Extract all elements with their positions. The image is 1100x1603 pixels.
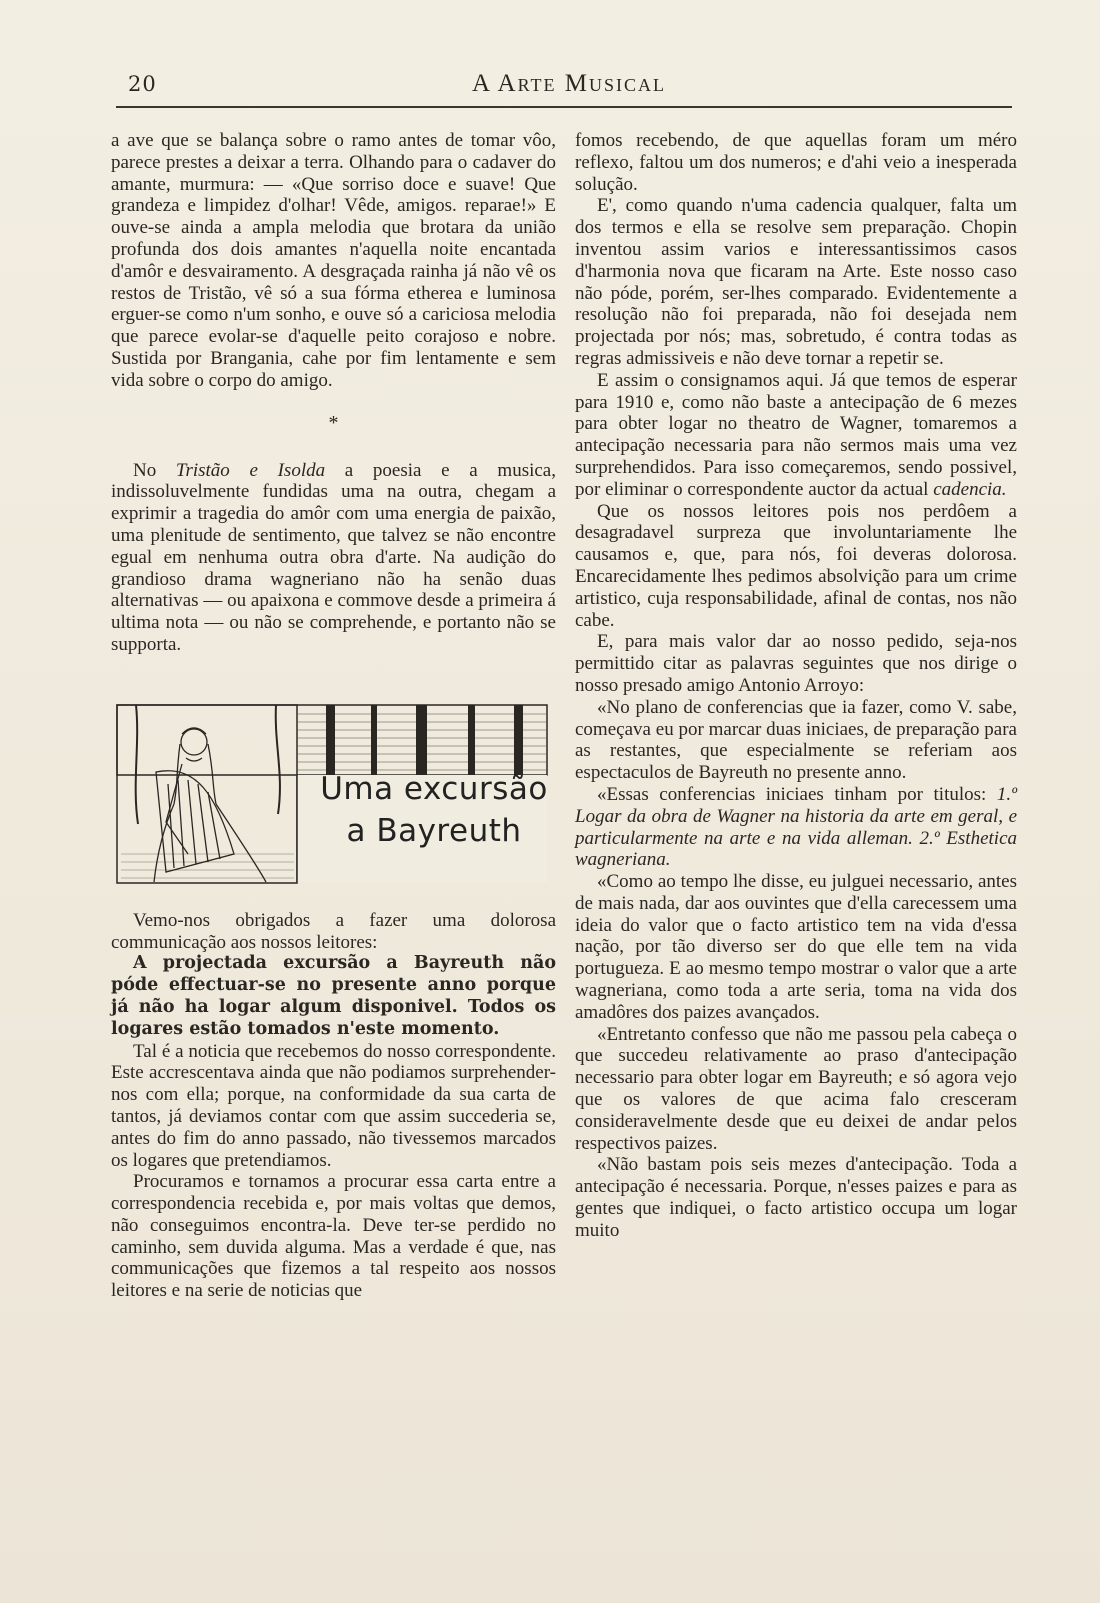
paragraph: Vemo-nos obrigados a fazer uma dolorosa communicação aos nossos leitores:	[111, 909, 556, 953]
paragraph: «Não bastam pois seis mezes d'antecipação. Toda a antecipação é necessaria. Porque, n'esses paizes e para as gentes que indiquei, o facto artistico occupa um logar muito	[575, 1154, 1017, 1241]
text-run: a poesia e a musica, indissoluvelmente fundidas uma na outra, chegam a exprimir a tragedia do amôr com uma energia de paixão, uma plenitude de sentimento, que talvez se não encontre egual em nenhuma outra obra d'arte. Na audição do grandioso drama wagneriano não ha senão duas alternativas — ou apaixona e commove desde a primeira á ultima nota — ou não se comprehende, e portanto não se supporta.	[111, 459, 556, 655]
text-run: E assim o consignamos aqui. Já que temos de esperar para 1910 e, como não baste a antecipação de 6 mezes para obter logar no theatro de Wagner, tomaremos a antecipação necessaria para não sermos mais uma vez surprehendidos. Para isso começaremos, sendo possivel, por eliminar o correspondente auctor da actual	[575, 369, 1017, 500]
paragraph	[575, 370, 1017, 501]
page-number: 20	[128, 72, 157, 96]
work-title: Tristão e Isolda	[175, 459, 326, 481]
header-rule	[116, 106, 1012, 108]
article-title	[314, 768, 554, 852]
running-head	[128, 68, 1010, 102]
text-run: No	[133, 459, 176, 481]
article-title-line: Uma excursão	[320, 770, 548, 807]
left-column	[111, 130, 556, 1302]
journal-title: A Arte Musical	[472, 70, 666, 97]
lecture-titles: 1.º Logar da obra de Wagner na historia da arte em geral, e particularmente na arte e na vida alleman. 2.º Esthetica wagneriana.	[575, 783, 1017, 871]
article-title-line: a Bayreuth	[346, 812, 522, 849]
section-separator	[111, 412, 556, 434]
paragraph: Tal é a noticia que recebemos do nosso correspondente. Este accrescentava ainda que não podiamos surprehender-nos com ella; porque, na conformidade da sua carta de tantos, já deviamos contar com que assim succederia se, antes do fim do anno passado, não tivessemos marcados os logares que pretendiamos.	[111, 1040, 556, 1171]
paragraph: a ave que se balança sobre o ramo antes de tomar vôo, parece prestes a deixar a terra. Olhando para o cadaver do amante, murmura: — «Que sorriso doce e suave! Que grandeza e limpidez d'olhar! Vêde, amigos. reparae!» E ouve-se ainda a ampla melodia que brotara da união profunda dos dois amantes n'aquella noite encantada d'amôr e desvairamento. A desgraçada rainha já não vê os restos de Tristão, vê só a sua fórma etherea e luminosa erguer-se como n'um sonho, e ouve só a cariciosa melodia que parece evolar-se d'aquelle peito corajoso e nobre. Sustida por Brangania, cahe por fim lentamente e sem vida sobre o corpo do amigo.	[111, 130, 556, 391]
asterisk-separator: *	[328, 411, 339, 434]
paragraph: «Como ao tempo lhe disse, eu julguei necessario, antes de mais nada, dar aos ouvintes que d'ella carecessem uma ideia do valor que o facto artistico tem na vida d'essa nação, por tão diverso ser do que elle tem na vida portugueza. E ao mesmo tempo mostrar o valor que a arte wagneriana, como toda a arte seria, toma na vida dos amadôres dos paizes avançados.	[575, 871, 1017, 1023]
paragraph: «Entretanto confesso que não me passou pela cabeça o que succedeu relativamente ao praso d'antecipação necessario para obter logar em Bayreuth; e só agora vejo que os valores de que acima falo cresceram consideravelmente desde que eu deixei de andar pelos respectivos paizes.	[575, 1023, 1017, 1154]
article-illustration	[116, 704, 558, 886]
right-column	[575, 130, 1017, 1242]
text-run: «Essas conferencias iniciaes tinham por titulos:	[597, 783, 997, 805]
paragraph: «No plano de conferencias que ia fazer, como V. sabe, começava eu por marcar duas iniciaes, de preparação para as restantes, que especialmente se referiam aos espectaculos de Bayreuth no presente anno.	[575, 696, 1017, 784]
paragraph: Procuramos e tornamos a procurar essa carta entre a correspondencia recebida e, por mais voltas que demos, não conseguimos encontra-la. Deve ter-se perdido no caminho, sem duvida alguma. Mas a verdade é que, nas communicações que fizemos a tal respeito aos nossos leitores e na serie de noticias que	[111, 1171, 556, 1302]
paragraph	[575, 784, 1017, 871]
paragraph	[111, 460, 556, 656]
bold-notice: A projectada excursão a Bayreuth não póde effectuar-se no presente anno porque já não ha logar algum disponivel. Todos os logares estão tomados n'este momento.	[111, 953, 556, 1039]
emphasis: cadencia.	[933, 478, 1007, 500]
paragraph: Que os nossos leitores pois nos perdôem a desagradavel surpreza que involuntariamente lhe causamos e, que, para nós, foi deveras dolorosa. Encarecidamente lhes pedimos absolvição para um crime artistico, cuja responsabilidade, afinal de contas, nos não cabe.	[575, 500, 1017, 631]
paragraph: E', como quando n'uma cadencia qualquer, falta um dos termos e ella se resolve sem preparação. Chopin inventou assim varios e interessantissimos casos d'harmonia nova que ficaram na Arte. Este nosso caso não póde, porém, ser-lhes comparado. Evidentemente a resolução não foi preparada, não foi desejada nem projectada por nós; mas, sobretudo, é contra todas as regras admissiveis e não deve tornar a repetir se.	[575, 195, 1017, 369]
paragraph: E, para mais valor dar ao nosso pedido, seja-nos permittido citar as palavras seguintes que nos dirige o nosso presado amigo Antonio Arroyo:	[575, 631, 1017, 696]
paragraph: fomos recebendo, de que aquellas foram um méro reflexo, faltou um dos numeros; e d'ahi veio a inesperada solução.	[575, 130, 1017, 195]
